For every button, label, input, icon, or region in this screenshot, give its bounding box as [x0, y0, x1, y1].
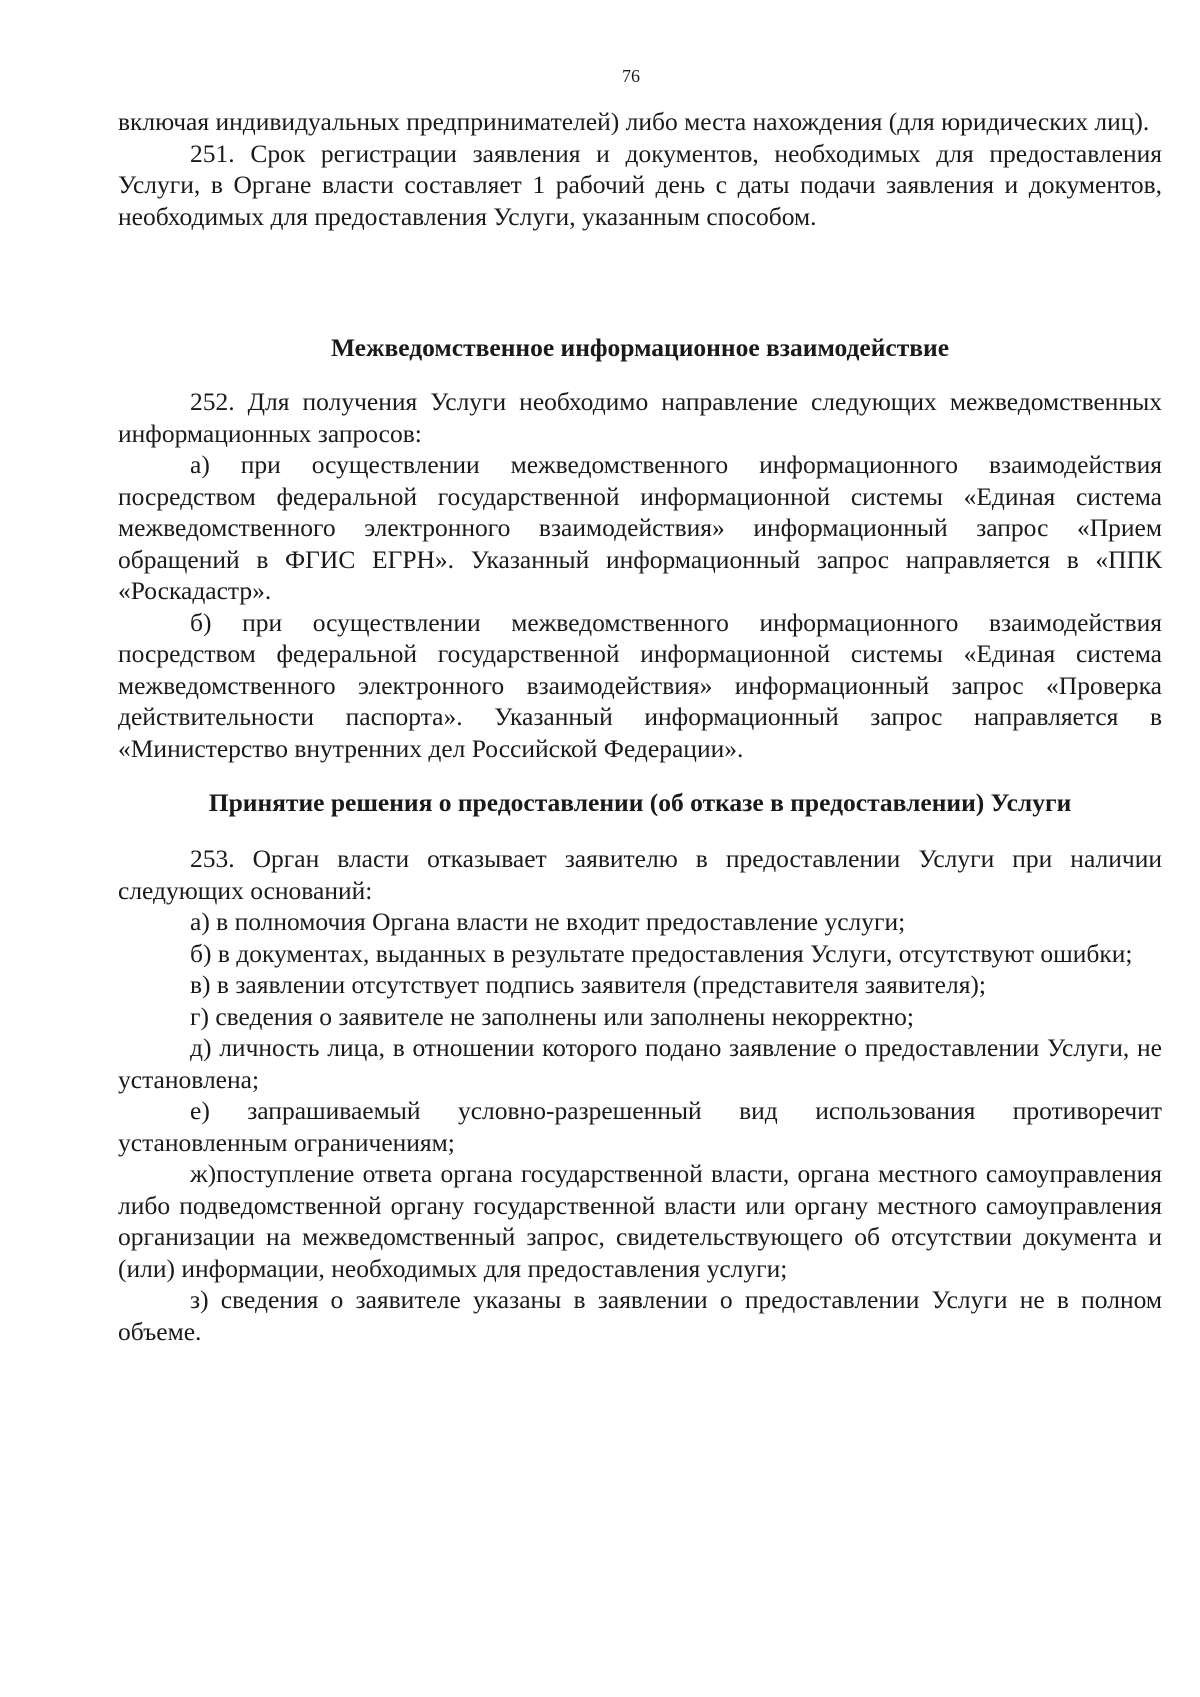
- paragraph-253-item-d: д) личность лица, в отношении которого подано заявление о предоставлении Услуги, не установлена;: [118, 1033, 1162, 1094]
- paragraph-253-item-z: з) сведения о заявителе указаны в заявлении о предоставлении Услуги не в полном объеме.: [118, 1285, 1162, 1346]
- decision-block: [118, 843, 1162, 1347]
- paragraph-253-item-g: г) сведения о заявителе не заполнены или заполнены некорректно;: [190, 1001, 914, 1031]
- paragraph-253-item-a: а) в полномочия Органа власти не входит предоставление услуги;: [190, 907, 906, 936]
- page-number: 76: [622, 66, 640, 86]
- paragraph-253-item-b: б) в документах, выданных в результате предоставления Услуги, отсутствуют ошибки;: [190, 938, 1133, 968]
- paragraph-252: 252. Для получения Услуги необходимо направление следующих межведомственных информационных запросов:: [118, 387, 1162, 448]
- paragraph-253-item-zh: ж)поступление ответа органа государственной власти, органа местного самоуправления либо подведомственной органу государственной власти или органу местного самоуправления организации на межведомственный запрос, свидетельствующего об отсутствии документа и (или) информации, необходимых для предоставления услуги;: [118, 1159, 1162, 1283]
- section-heading-decision: Принятие решения о предоставлении (об отказе в предоставлении) Услуги: [208, 788, 1072, 817]
- intro-block: [118, 106, 1162, 232]
- paragraph-continuation: включая индивидуальных предпринимателей) либо места нахождения (для юридических лиц).: [118, 107, 1150, 136]
- interagency-block: [118, 386, 1162, 764]
- paragraph-253-item-e: е) запрашиваемый условно-разрешенный вид использования противоречит установленным ограничениям;: [118, 1096, 1162, 1157]
- paragraph-253-item-v: в) в заявлении отсутствует подпись заявителя (представителя заявителя);: [190, 970, 987, 999]
- paragraph-252-item-a: а) при осуществлении межведомственного информационного взаимодействия посредством федеральной государственной информационной системы «Единая система межведомственного электронного взаимодействия» информационный запрос «Прием обращений в ФГИС ЕГРН». Указанный информационный запрос направляется в «ППК «Роскадастр».: [118, 450, 1162, 605]
- paragraph-253: 253. Орган власти отказывает заявителю в предоставлении Услуги при наличии следующих оснований:: [118, 844, 1162, 905]
- paragraph-252-item-b: б) при осуществлении межведомственного информационного взаимодействия посредством федеральной государственной информационной системы «Единая система межведомственного электронного взаимодействия» информационный запрос «Проверка действительности паспорта». Указанный информационный запрос направляется в «Министерство внутренних дел Российской Федерации».: [118, 607, 1162, 763]
- paragraph-251: 251. Срок регистрации заявления и документов, необходимых для предоставления Услуги, в Органе власти составляет 1 рабочий день с даты подачи заявления и документов, необходимых для предоставления Услуги, указанным способом.: [118, 138, 1162, 231]
- section-heading-interagency: Межведомственное информационное взаимодействие: [330, 333, 950, 362]
